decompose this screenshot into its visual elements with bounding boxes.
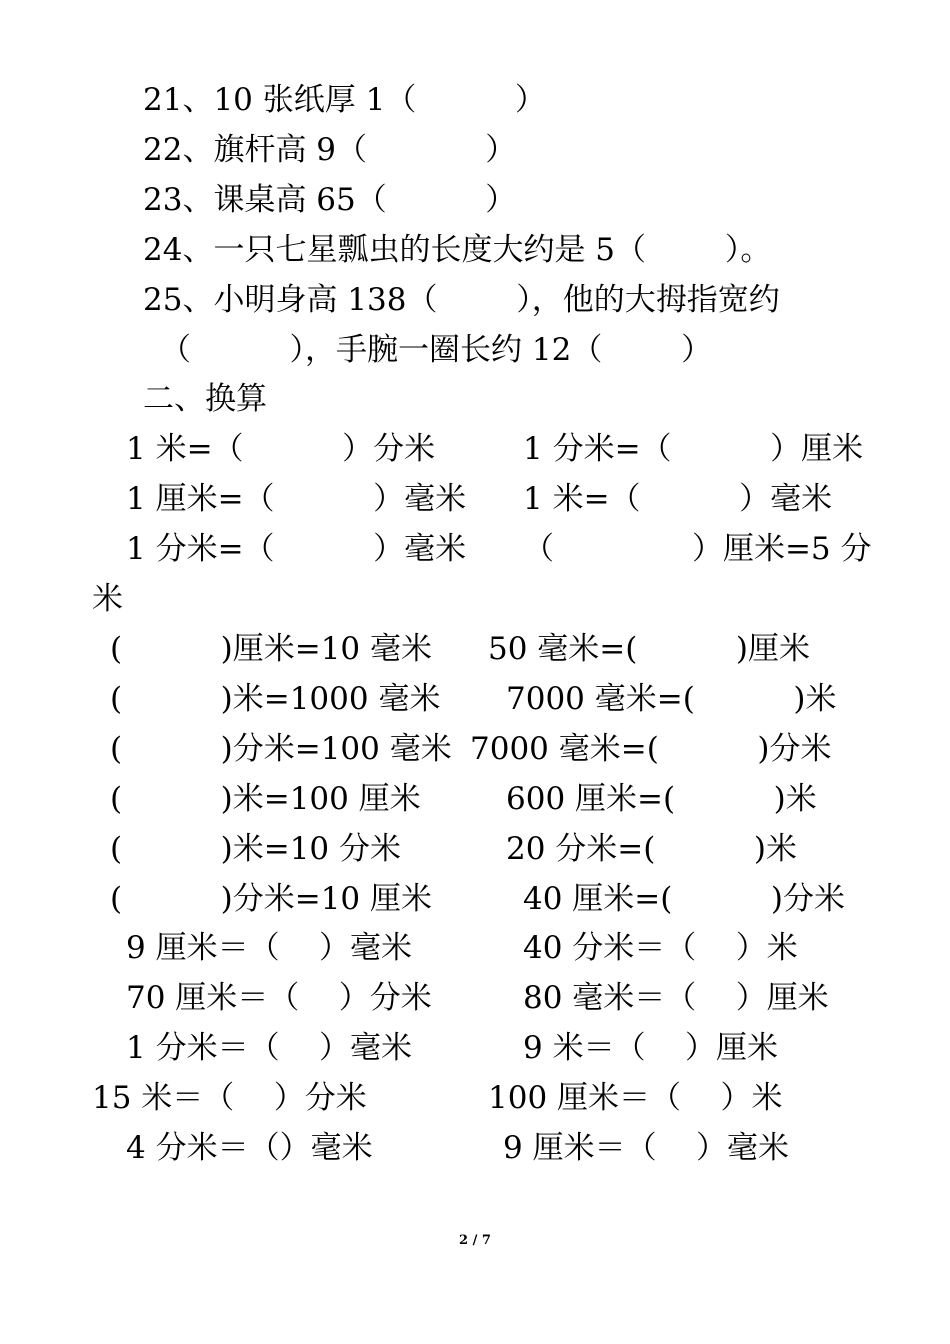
question-24: 24、一只七星瓢虫的长度大约是 5（ ）。 — [143, 232, 772, 268]
conversion-right: 100 厘米＝（ ）米 — [488, 1080, 783, 1116]
conversion-left: 4 分米＝（）毫米 — [126, 1130, 373, 1166]
conversion-right: 80 毫米＝（ ）厘米 — [523, 980, 829, 1016]
conversion-left: ( )米=10 分米 — [110, 831, 402, 867]
conversion-left: 1 厘米=（ ）毫米 — [126, 481, 467, 517]
conversion-right: 1 分米=（ ）厘米 — [523, 431, 864, 467]
question-25-continued: （ ），手腕一圈长约 12（ ） — [160, 332, 713, 368]
conversion-right: 20 分米=( )米 — [506, 831, 798, 867]
conversion-right: 50 毫米=( )厘米 — [488, 631, 811, 667]
conversion-left: ( )分米=10 厘米 — [110, 881, 433, 917]
conversion-right: 9 米＝（ ）厘米 — [523, 1030, 778, 1066]
conversion-left: ( )米=100 厘米 — [110, 781, 421, 817]
conversion-left: 1 分米=（ ）毫米 — [126, 531, 467, 567]
conversion-left: 米 — [92, 581, 123, 617]
conversion-left: ( )米=1000 毫米 — [110, 681, 441, 717]
conversion-left: 70 厘米＝（ ）分米 — [126, 980, 432, 1016]
conversion-right: 7000 毫米=( )米 — [506, 681, 837, 717]
page-number: 2 / 7 — [459, 1233, 491, 1248]
conversion-left: 1 米=（ ）分米 — [126, 431, 436, 467]
question-23: 23、课桌高 65（ ） — [143, 182, 517, 218]
conversion-right: 40 分米＝（ ）米 — [523, 930, 798, 966]
conversion-left: 15 米＝（ ）分米 — [92, 1080, 367, 1116]
conversion-right: 40 厘米=( )分米 — [523, 881, 846, 917]
conversion-right: 7000 毫米=( )分米 — [470, 731, 832, 767]
conversion-left: ( )分米=100 毫米 — [110, 731, 452, 767]
conversion-right: 9 厘米＝（ ）毫米 — [503, 1130, 789, 1166]
conversion-left: 9 厘米＝（ ）毫米 — [126, 930, 412, 966]
conversion-right: 1 米=（ ）毫米 — [523, 481, 833, 517]
section-title: 二、换算 — [143, 381, 267, 417]
question-25: 25、小明身高 138（ ），他的大拇指宽约 — [143, 282, 780, 318]
question-22: 22、旗杆高 9（ ） — [143, 132, 517, 168]
conversion-right: 600 厘米=( )米 — [506, 781, 817, 817]
conversion-right: （ ）厘米=5 分 — [523, 531, 872, 567]
conversion-left: ( )厘米=10 毫米 — [110, 631, 433, 667]
conversion-left: 1 分米＝（ ）毫米 — [126, 1030, 412, 1066]
question-21: 21、10 张纸厚 1（ ） — [143, 82, 546, 118]
